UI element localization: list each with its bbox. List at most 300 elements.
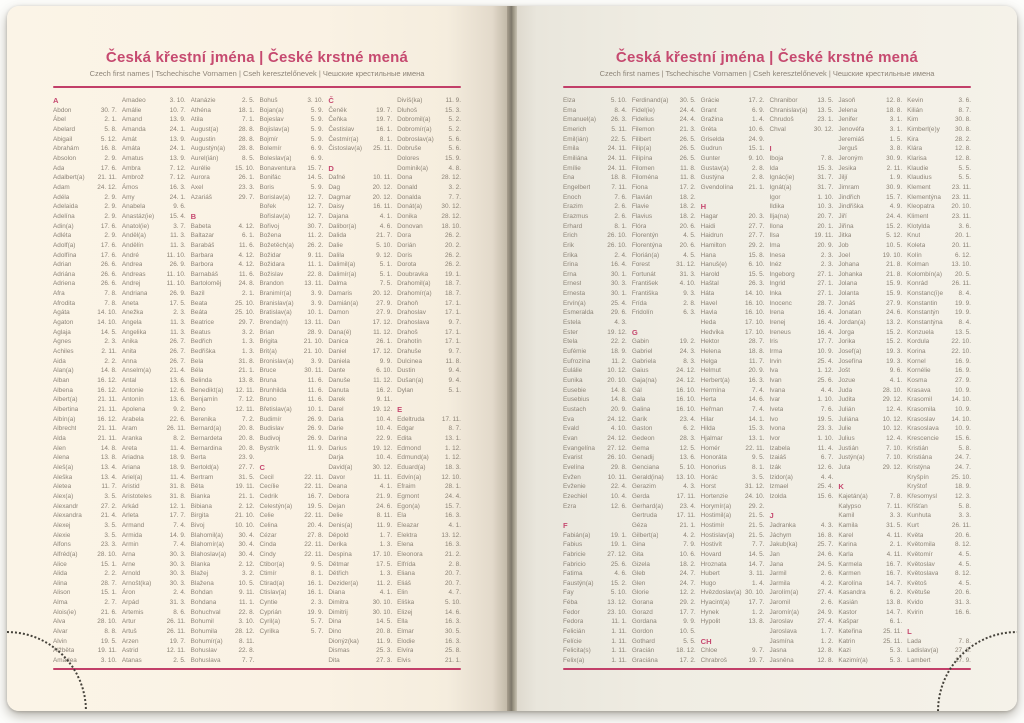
given-name: Celina (259, 521, 278, 529)
name-day-date: 13. 9. (169, 116, 186, 124)
given-name: Dalma (328, 280, 347, 288)
name-day-date: 20. 11. (951, 241, 971, 249)
given-name: Gordana (631, 618, 657, 626)
name-entry (191, 656, 255, 666)
given-name: Ervín(a) (563, 299, 586, 307)
name-entry (53, 560, 117, 570)
name-day-date: 10. 12. (882, 415, 903, 423)
given-name: Efraim (397, 483, 416, 491)
name-day-date: 5. 1. (379, 270, 393, 278)
name-day-date: 5. 7. (310, 628, 324, 636)
given-name: Atila (190, 116, 204, 124)
gutter-shadow (507, 6, 517, 711)
name-entry (397, 279, 461, 289)
name-entry (563, 473, 627, 483)
name-day-date: 14. 8. (100, 444, 117, 452)
name-entry (122, 656, 186, 666)
given-name: Františka (631, 290, 659, 298)
name-day-date: 6. 2. (889, 589, 903, 597)
given-name: Aristid (121, 483, 140, 491)
name-day-date: 3. 1. (889, 125, 903, 133)
given-name: Dalila (328, 251, 345, 259)
name-day-date: 31. 3. (954, 599, 971, 607)
blank-row (769, 135, 833, 145)
name-entry (328, 531, 392, 541)
given-name: Engelbert (563, 183, 591, 191)
name-entry (563, 222, 627, 232)
name-entry (259, 579, 323, 589)
name-entry (563, 434, 627, 444)
given-name: Ezechiel (563, 492, 588, 500)
name-day-date: 16. 8. (100, 145, 117, 153)
name-entry (838, 550, 902, 560)
name-entry (328, 337, 392, 347)
name-entry (632, 569, 696, 579)
name-day-date: 16. 3. (444, 618, 461, 626)
name-day-date: 14. 5. (748, 550, 765, 558)
given-name: Hypolit (700, 618, 721, 626)
name-day-date: 14. 10. (97, 309, 117, 317)
name-entry (701, 308, 765, 318)
name-day-date: 24. 6. (886, 309, 903, 317)
given-name: Božidar (259, 251, 282, 259)
name-day-date: 29. 6. (610, 309, 627, 317)
given-name: Johanka (838, 270, 863, 278)
given-name: Blahomil(a) (190, 531, 223, 539)
given-name: Kazi (838, 647, 851, 655)
given-name: Darie (328, 425, 344, 433)
name-entry (122, 588, 186, 598)
name-entry (191, 164, 255, 174)
name-day-date: 14. 7. (748, 560, 765, 568)
name-entry (769, 617, 833, 627)
name-entry (259, 260, 323, 270)
given-name: Adam (53, 183, 70, 191)
given-name: Antonín (121, 396, 144, 404)
given-name: Hvězdoslav(a) (700, 589, 742, 597)
given-name: Jasmína (769, 637, 794, 645)
given-name: Irenej (769, 319, 786, 327)
name-day-date: 15. 10. (234, 164, 255, 172)
given-name: Gvendolína (700, 183, 734, 191)
given-name: Inocenc (769, 299, 792, 307)
name-entry (397, 357, 461, 367)
name-entry (563, 270, 627, 280)
given-name: Adolfína (53, 251, 77, 259)
given-name: Dionýz(ka) (328, 637, 359, 645)
given-name: Hostimil(a) (700, 512, 732, 520)
name-entry (907, 376, 971, 386)
given-name: Josefína (838, 357, 863, 365)
name-day-date: 15. 6. (817, 492, 834, 500)
given-name: Darina (328, 434, 348, 442)
name-entry (907, 202, 971, 212)
name-day-date: 11. 6. (238, 241, 255, 249)
given-name: Budislav (259, 425, 284, 433)
name-column (191, 96, 255, 666)
given-name: Krasoslav (907, 415, 936, 423)
name-day-date: 22. 10. (951, 338, 971, 346)
letter-header: J (769, 511, 774, 521)
name-entry (838, 453, 902, 463)
given-name: Krescencie (907, 434, 939, 442)
name-day-date: 3. 9. (310, 299, 324, 307)
name-day-date: 25. 4. (610, 299, 627, 307)
given-name: Gréta (700, 125, 717, 133)
name-entry (53, 231, 117, 241)
given-name: Jolanta (838, 290, 859, 298)
name-column (907, 96, 971, 666)
name-day-date: 17. 6. (100, 222, 117, 230)
name-entry (632, 125, 696, 135)
name-day-date: 21. 4. (100, 512, 117, 520)
name-entry (907, 444, 971, 454)
name-day-date: 3. 5. (752, 473, 765, 481)
name-day-date: 16. 1. (307, 589, 324, 597)
name-day-date: 11. 4. (170, 473, 186, 481)
name-day-date: 16. 9. (954, 357, 971, 365)
name-entry (563, 279, 627, 289)
name-day-date: 5. 7. (310, 618, 324, 626)
name-day-date: 6. 9. (310, 154, 324, 162)
given-name: Juta (838, 463, 851, 471)
name-day-date: 18. 8. (748, 348, 765, 356)
name-day-date: 28. 3. (679, 434, 696, 442)
blank-row (907, 617, 971, 627)
name-entry (328, 395, 392, 405)
name-entry (838, 125, 902, 135)
name-entry (397, 444, 461, 454)
name-day-date: 12. 5. (679, 444, 696, 452)
name-day-date: 1. 12. (444, 444, 461, 452)
name-entry (53, 251, 117, 261)
given-name: Jenovéfa (838, 125, 865, 133)
name-day-date: 3. 9. (310, 290, 324, 298)
given-name: Jiří (838, 212, 847, 220)
given-name: Blahoslav(a) (190, 550, 227, 558)
given-name: Bedřiška (190, 348, 216, 356)
name-day-date: 23. 11. (951, 193, 971, 201)
name-day-date: 24. 10. (744, 492, 765, 500)
given-name: Dylan (397, 386, 414, 394)
name-day-date: 2. 8. (448, 560, 461, 568)
name-entry (397, 434, 461, 444)
name-day-date: 17. 12. (372, 348, 393, 356)
name-entry (53, 415, 117, 425)
name-entry (397, 231, 461, 241)
name-day-date: 11. 6. (238, 270, 255, 278)
name-entry (191, 521, 255, 531)
name-day-date: 23. 4. (679, 502, 696, 510)
name-day-date: 11. 7. (101, 483, 117, 491)
given-name: Blahomír(a) (190, 541, 225, 549)
name-day-date: 3. 11. (748, 570, 765, 578)
name-entry (769, 164, 833, 174)
name-entry (701, 289, 765, 299)
name-entry (259, 502, 323, 512)
name-entry (259, 569, 323, 579)
name-day-date: 2. 5. (242, 97, 255, 104)
name-day-date: 31. 12. (676, 261, 696, 269)
name-entry (122, 434, 186, 444)
name-entry (328, 511, 392, 521)
name-entry (701, 260, 765, 270)
name-entry (53, 308, 117, 318)
name-entry (328, 617, 392, 627)
name-entry (563, 395, 627, 405)
name-entry (191, 511, 255, 521)
given-name: Beatus (190, 328, 211, 336)
name-entry (701, 241, 765, 251)
name-day-date: 22. 4. (610, 483, 627, 491)
given-name: Jenifer (838, 116, 858, 124)
given-name: Kira (907, 135, 919, 143)
name-entry (122, 241, 186, 251)
name-entry (328, 366, 392, 376)
given-name: Hjalmar (700, 434, 723, 442)
name-entry (701, 521, 765, 531)
given-name: Alexej (53, 521, 71, 529)
name-entry (191, 183, 255, 193)
name-day-date: 15. 2. (886, 338, 903, 346)
given-name: Dětřich (328, 570, 349, 578)
given-name: Felicián (563, 628, 586, 636)
name-entry (769, 415, 833, 425)
name-entry (632, 115, 696, 125)
name-entry (632, 531, 696, 541)
name-day-date: 3. 10. (307, 97, 324, 104)
given-name: Adéla (53, 193, 70, 201)
name-day-date: 31. 3. (169, 599, 186, 607)
given-name: Brigita (259, 338, 278, 346)
name-entry (259, 193, 323, 203)
given-name: Ilona (769, 222, 784, 230)
name-entry (328, 646, 392, 656)
name-entry (769, 463, 833, 473)
name-day-date: 1. 7. (379, 531, 393, 539)
name-entry (701, 328, 765, 338)
name-day-date: 21. 11. (97, 406, 117, 413)
given-name: Florián(a) (631, 251, 660, 259)
blank-row (397, 395, 461, 405)
name-entry (328, 135, 392, 145)
name-entry (122, 193, 186, 203)
name-day-date: 7. 6. (820, 406, 834, 413)
name-entry (701, 550, 765, 560)
given-name: Iveta (769, 406, 784, 413)
given-name: Doubravka (397, 270, 429, 278)
name-day-date: 27. 2. (100, 502, 117, 510)
name-entry (838, 395, 902, 405)
name-day-date: 11. 8. (680, 164, 696, 172)
given-name: Amy (121, 193, 135, 201)
blank-row (632, 318, 696, 328)
name-entry (838, 299, 902, 309)
given-name: Gilbert(a) (631, 531, 659, 539)
name-entry (259, 560, 323, 570)
given-name: Křišťan (907, 502, 928, 510)
given-name: Daisy (328, 203, 345, 211)
name-entry (191, 453, 255, 463)
name-day-date: 26. 3. (748, 280, 765, 288)
name-entry (838, 202, 902, 212)
name-day-date: 5. 10. (679, 463, 696, 471)
name-day-date: 26. 5. (679, 135, 696, 143)
name-entry (632, 598, 696, 608)
given-name: Dimitrij (328, 608, 348, 616)
given-name: Justián (838, 444, 859, 452)
name-entry (701, 453, 765, 463)
name-entry (632, 241, 696, 251)
name-entry (397, 482, 461, 492)
given-name: Fedora (563, 618, 584, 626)
given-name: Irma (769, 348, 783, 356)
name-entry (53, 463, 117, 473)
given-name: Kleopatra (907, 203, 935, 211)
name-day-date: 8. 12. (954, 541, 971, 549)
name-day-date: 31. 8. (169, 483, 186, 491)
name-entry (769, 473, 833, 483)
name-entry (53, 164, 117, 174)
given-name: Chranibor (769, 97, 798, 104)
given-name: Alfons (53, 541, 71, 549)
name-entry (769, 222, 833, 232)
given-name: Havel (700, 299, 717, 307)
given-name: Gleb (631, 570, 646, 578)
name-entry (907, 550, 971, 560)
name-day-date: 2. 8. (683, 299, 696, 307)
given-name: Blanka (190, 560, 211, 568)
name-entry (632, 434, 696, 444)
name-day-date: 18. 2. (679, 212, 696, 220)
name-entry (397, 540, 461, 550)
name-entry (53, 511, 117, 521)
given-name: Jadranka (769, 521, 796, 529)
name-entry (397, 492, 461, 502)
name-day-date: 31. 8. (238, 357, 255, 365)
name-day-date: 16. 11. (373, 203, 393, 211)
given-name: Cyntie (259, 599, 278, 607)
given-name: Despina (328, 550, 352, 558)
name-entry (563, 357, 627, 367)
name-entry (122, 154, 186, 164)
name-entry (563, 183, 627, 193)
given-name: Angela (121, 319, 142, 327)
name-day-date: 10. 10. (234, 521, 255, 529)
given-name: Kimberl(e)y (907, 125, 940, 133)
given-name: Křesomysl (907, 492, 937, 500)
given-name: Alina (53, 579, 68, 587)
name-entry (632, 386, 696, 396)
given-name: Dag (328, 183, 341, 191)
given-name: Edmond (397, 444, 421, 452)
name-columns (563, 96, 971, 666)
name-entry (328, 579, 392, 589)
name-day-date: 16. 2. (376, 386, 393, 394)
name-entry (632, 502, 696, 512)
name-entry (122, 492, 186, 502)
name-day-date: 6. 1. (242, 232, 255, 240)
name-entry (191, 579, 255, 589)
name-day-date: 4. 5. (958, 560, 971, 568)
name-entry (769, 347, 833, 357)
given-name: Elvíra (397, 647, 414, 655)
name-entry (907, 193, 971, 203)
name-entry (397, 608, 461, 618)
given-name: Arkád (121, 502, 139, 510)
blank-row (259, 656, 323, 666)
name-day-date: 5. 10. (610, 97, 627, 104)
given-name: Birgita (190, 512, 209, 520)
given-name: Ilja(na) (769, 212, 790, 220)
name-day-date: 5. 1. (448, 386, 461, 394)
name-entry (53, 521, 117, 531)
name-entry (191, 434, 255, 444)
name-day-date: 12. 11. (235, 406, 255, 413)
name-day-date: 2. 1. (889, 541, 903, 549)
given-name: Bernard(a) (190, 425, 222, 433)
name-day-date: 23. 11. (951, 212, 971, 220)
name-day-date: 17. 11. (676, 492, 696, 500)
given-name: Ariadna (121, 454, 144, 462)
name-day-date: 21. 11. (97, 434, 117, 442)
given-name: Havla (700, 309, 717, 317)
given-name: Agnes (53, 338, 72, 346)
name-entry (701, 386, 765, 396)
name-day-date: 28. 9. (307, 328, 324, 336)
given-name: Barbora (190, 261, 214, 269)
given-name: Azariáš (190, 193, 212, 201)
name-day-date: 19. 9. (954, 309, 971, 317)
name-day-date: 2. 9. (104, 154, 117, 162)
given-name: Evan (563, 434, 578, 442)
name-day-date: 2. 12. (238, 502, 255, 510)
name-entry (838, 386, 902, 396)
name-entry (259, 308, 323, 318)
given-name: Lada (907, 637, 922, 645)
given-name: Arne (121, 560, 136, 568)
given-name: Ingeborg (769, 270, 795, 278)
name-entry (53, 540, 117, 550)
given-name: Anna (121, 357, 137, 365)
given-name: Felicita(s) (563, 647, 591, 655)
given-name: Krasoslava (907, 425, 939, 433)
name-day-date: 11. 6. (307, 396, 324, 404)
given-name: Fabius (563, 541, 583, 549)
name-day-date: 29. 2. (748, 241, 765, 249)
given-name: Ignác(ie) (769, 174, 795, 182)
name-day-date: 17. 10. (744, 319, 765, 327)
given-name: Kevin (907, 97, 924, 104)
name-entry (838, 569, 902, 579)
given-name: Alexie (53, 531, 71, 539)
given-name: Konrád (907, 280, 928, 288)
name-day-date: 27. 6. (954, 647, 971, 655)
given-name: Hostimír (700, 521, 725, 529)
name-day-date: 14. 8. (610, 386, 627, 394)
given-name: Ábel (53, 116, 66, 124)
name-day-date: 1. 12. (444, 454, 461, 462)
name-day-date: 7. 8. (104, 299, 117, 307)
name-entry (191, 260, 255, 270)
name-day-date: 11. 11. (373, 473, 393, 481)
name-entry (53, 608, 117, 618)
name-entry (838, 463, 902, 473)
name-day-date: 19. 9. (307, 608, 324, 616)
name-entry (632, 299, 696, 309)
name-day-date: 27. 9. (376, 309, 393, 317)
given-name: Klotylda (907, 222, 930, 230)
